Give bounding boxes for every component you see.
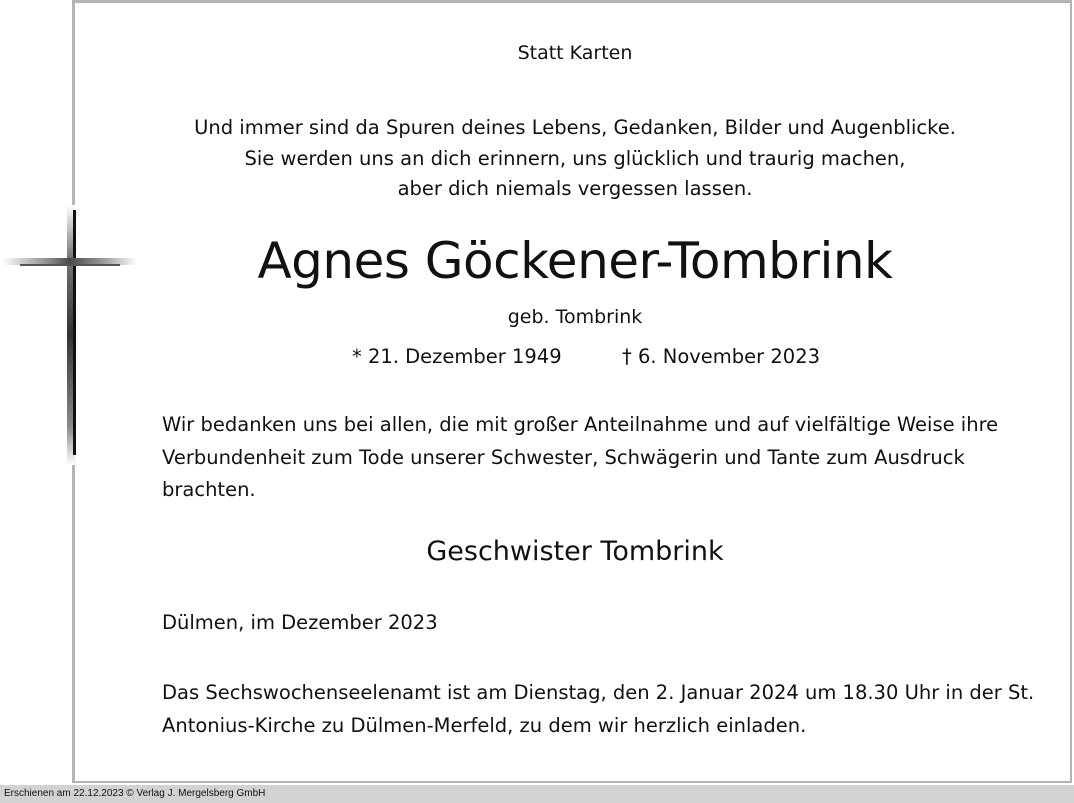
- death-date: † 6. November 2023: [622, 345, 821, 368]
- place-date: Dülmen, im Dezember 2023: [162, 611, 438, 634]
- verse-line: Und immer sind da Spuren deines Lebens, Gedanken, Bilder und Augenblicke.: [194, 116, 956, 139]
- header-statt-karten: Statt Karten: [517, 42, 633, 64]
- service-paragraph: Das Sechswochenseelenamt ist am Dienstag, den 2. Januar 2024 um 18.30 Uhr in der St. Antonius-Kirche zu Dülmen-Merfeld, zu dem wir herzlich einladen.: [162, 681, 1035, 737]
- signature: Geschwister Tombrink: [426, 536, 724, 567]
- deceased-name: Agnes Göckener-Tombrink: [257, 232, 893, 290]
- verse-line: Sie werden uns an dich erinnern, uns glücklich und traurig machen,: [244, 146, 906, 170]
- birth-date: * 21. Dezember 1949: [352, 345, 562, 368]
- verse-line: aber dich niemals vergessen lassen.: [397, 177, 753, 200]
- maiden-name: geb. Tombrink: [507, 306, 643, 328]
- verse: [75, 113, 1074, 205]
- thanks-paragraph: Wir bedanken uns bei allen, die mit großer Anteilnahme und auf vielfältige Weise ihre Verbundenheit zum Tode unserer Schwester, Schwägerin und Tante zum Ausdruck brachten.: [162, 413, 999, 501]
- footer-publication-info: Erschienen am 22.12.2023 © Verlag J. Mergelsberg GmbH: [0, 785, 1074, 803]
